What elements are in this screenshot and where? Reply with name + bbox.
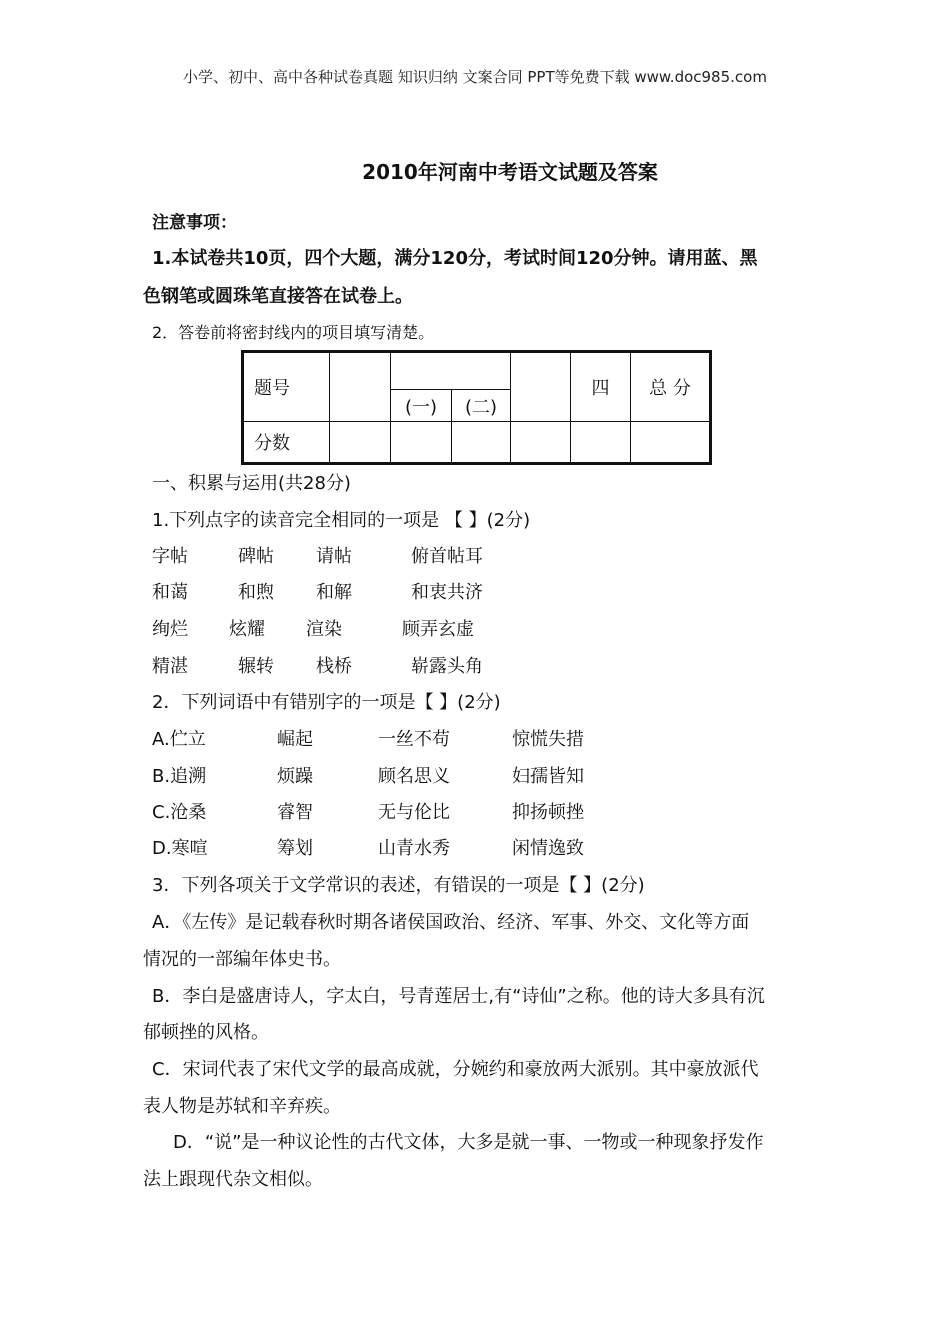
table-label-question-number: 题号 <box>243 352 330 422</box>
table-subheader-2: (二) <box>452 390 511 422</box>
notice-item-1-line-1: 1.本试卷共10页，四个大题，满分120分，考试时间120分钟。请用蓝、黑 <box>152 248 758 269</box>
q3-option-d-line-1: D．“说”是一种议论性的古代文体，大多是就一事、一物或一种现象抒发作 <box>173 1132 764 1153</box>
q3-option-d-line-2: 法上跟现代杂文相似。 <box>143 1169 323 1190</box>
q3-option-c-line-2: 表人物是苏轼和辛弃疾。 <box>143 1096 341 1117</box>
q1-option: 和衷共济 <box>411 582 483 603</box>
q1-option: 炫耀 <box>229 619 265 640</box>
q1-option: 顾弄玄虚 <box>402 619 474 640</box>
score-field-5[interactable] <box>571 422 631 464</box>
q3-option-a-line-2: 情况的一部编年体史书。 <box>143 949 341 970</box>
q1-option: 绚烂 <box>152 619 188 640</box>
q2-option: 山青水秀 <box>378 838 450 859</box>
notice-item-2: 2．答卷前将密封线内的项目填写清楚。 <box>152 323 435 342</box>
q2-option: 一丝不苟 <box>378 729 450 750</box>
q2-option: 睿智 <box>277 802 313 823</box>
score-field-2[interactable] <box>391 422 452 464</box>
q1-option: 精湛 <box>152 656 188 677</box>
q1-option: 和煦 <box>238 582 274 603</box>
notice-item-1-line-2: 色钢笔或圆珠笔直接答在试卷上。 <box>143 286 413 307</box>
q2-option: 无与伦比 <box>378 802 450 823</box>
q2-option: 崛起 <box>277 729 313 750</box>
q2-option: C.沧桑 <box>152 802 207 823</box>
question-3-stem: 3．下列各项关于文学常识的表述，有错误的一项是【 】(2分) <box>152 875 645 896</box>
q2-option: 烦躁 <box>277 766 313 787</box>
q1-option: 辗转 <box>238 656 274 677</box>
q1-option: 请帖 <box>316 546 352 567</box>
page-title: 2010年河南中考语文试题及答案 <box>362 160 658 184</box>
q1-option: 碑帖 <box>238 546 274 567</box>
q3-option-b-line-1: B．李白是盛唐诗人，字太白，号青莲居士,有“诗仙”之称。他的诗大多具有沉 <box>152 986 765 1007</box>
table-header-cell-3 <box>511 352 571 422</box>
q3-option-a-line-1: A．《左传》是记载春秋时期各诸侯国政治、经济、军事、外交、文化等方面 <box>152 912 750 933</box>
score-field-total[interactable] <box>631 422 711 464</box>
q3-option-b-line-2: 郁顿挫的风格。 <box>143 1022 269 1043</box>
q1-option: 俯首帖耳 <box>411 546 483 567</box>
table-header-cell-2 <box>391 352 511 390</box>
q1-option: 渲染 <box>306 619 342 640</box>
q2-option: 抑扬顿挫 <box>512 802 584 823</box>
q2-option: 闲情逸致 <box>512 838 584 859</box>
q3-option-c-line-1: C．宋词代表了宋代文学的最高成就，分婉约和豪放两大派别。其中豪放派代 <box>152 1059 759 1080</box>
q2-option: 筹划 <box>277 838 313 859</box>
q2-option: A.伫立 <box>152 729 206 750</box>
table-label-score: 分数 <box>243 422 330 464</box>
q1-option: 栈桥 <box>316 656 352 677</box>
q1-option: 和蔼 <box>152 582 188 603</box>
score-field-3[interactable] <box>452 422 511 464</box>
table-header-four: 四 <box>571 352 631 422</box>
q1-option: 字帖 <box>152 546 188 567</box>
table-header-total: 总 分 <box>631 352 711 422</box>
q2-option: 惊慌失措 <box>512 729 584 750</box>
notice-heading: 注意事项： <box>152 213 237 233</box>
score-field-4[interactable] <box>511 422 571 464</box>
table-header-cell-1 <box>330 352 391 422</box>
score-field-1[interactable] <box>330 422 391 464</box>
q2-option: 妇孺皆知 <box>512 766 584 787</box>
page-header: 小学、初中、高中各种试卷真题 知识归纳 文案合同 PPT等免费下载 www.doc985.com <box>183 68 767 86</box>
q1-option: 和解 <box>316 582 352 603</box>
table-subheader-1: (一) <box>391 390 452 422</box>
q2-option: D.寒喧 <box>152 838 208 859</box>
score-table <box>241 350 712 465</box>
q1-option: 崭露头角 <box>411 656 483 677</box>
section-1-heading: 一、积累与运用(共28分) <box>152 473 351 494</box>
q2-option: B.追溯 <box>152 766 207 787</box>
q2-option: 顾名思义 <box>378 766 450 787</box>
question-1-stem: 1.下列点字的读音完全相同的一项是 【 】(2分) <box>152 510 531 531</box>
question-2-stem: 2．下列词语中有错别字的一项是【 】(2分) <box>152 692 501 713</box>
